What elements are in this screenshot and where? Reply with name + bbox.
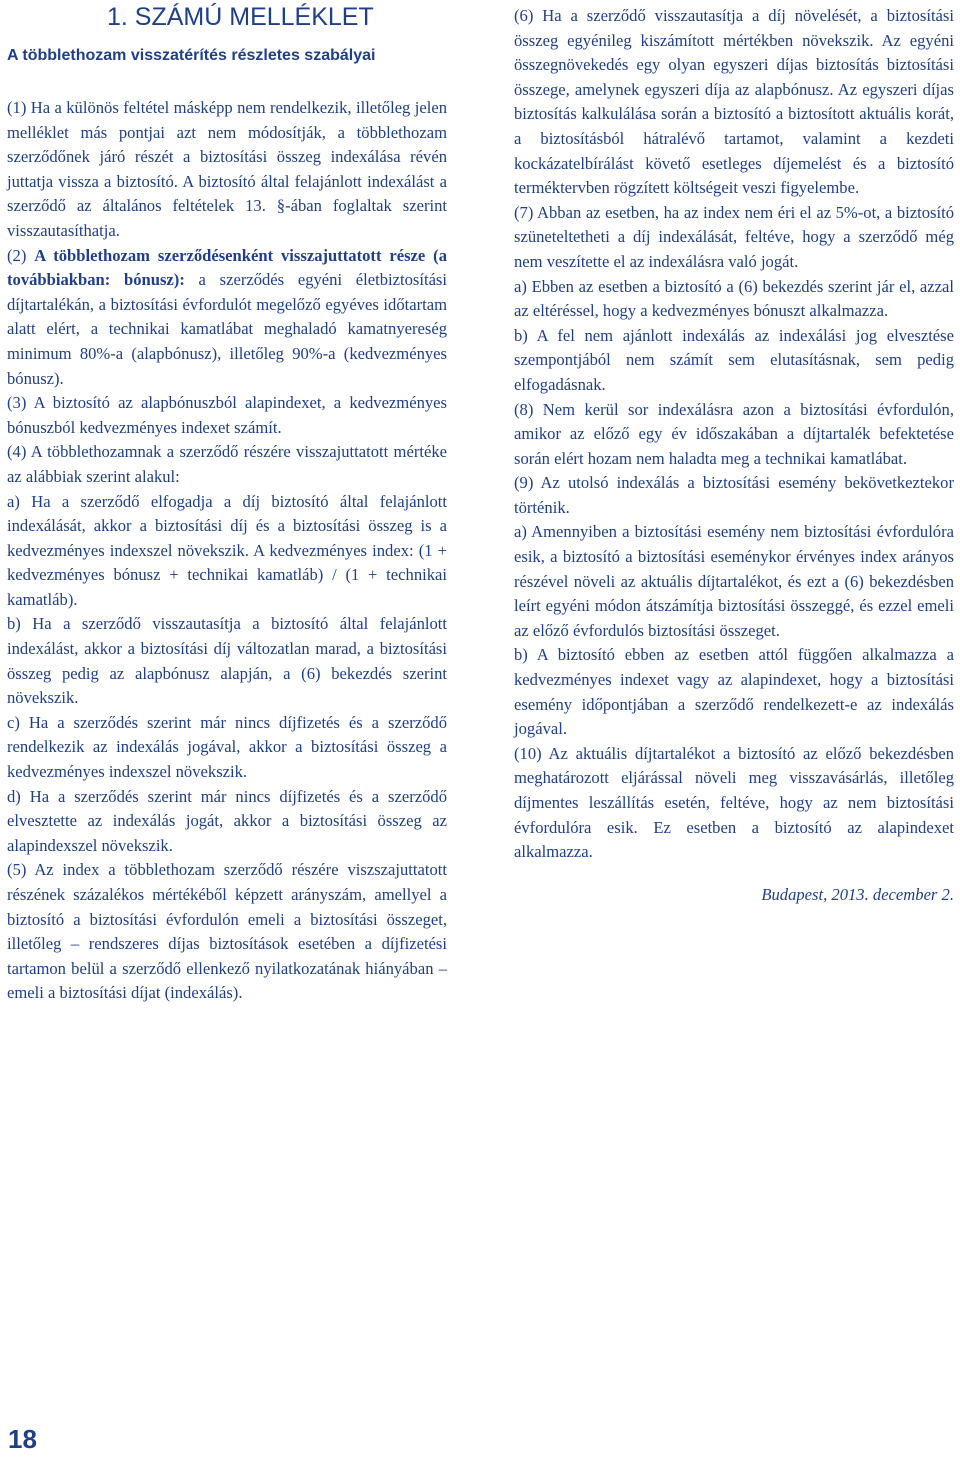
- paragraph-4c: c) Ha a szerződés szerint már nincs díjfizetés és a szerződő rendelkezik az indexálás jogával, akkor a biztosítási összeg a kedvezményes indexszel növekszik.: [7, 712, 447, 782]
- page-number: 18: [8, 1424, 37, 1454]
- paragraph-10: (10) Az aktuális díjtartalékot a biztosító az előző bekezdésben meghatározott eljárással növeli meg visszavásárlás, illetőleg díjmentes leszállítás esetén, feltéve, hogy az nem biztosítási évfordulóra esik. Ez esetben a biztosító az alapindexet alkalmazza.: [514, 743, 954, 862]
- paragraph-9a: a) Amennyiben a biztosítási esemény nem biztosítási évfordulóra esik, a biztosító a biztosítási eseménykor érvényes index arányos részével növeli az aktuális díjtartalékot, és ezt a (6) bekezdésben leírt egyéni módon átszámítja biztosítási összeggé, és ezzel emeli az előző évfordulós biztosítási összeget.: [514, 522, 954, 640]
- section-subtitle: A többlethozam visszatérítés részletes szabályai: [7, 47, 376, 64]
- paragraph-4d: d) Ha a szerződés szerint már nincs díjfizetés és a szerződő elvesztette az indexálás jogát, akkor a biztosítási összeg az alapindexszel növekszik.: [7, 786, 447, 855]
- right-column: [514, 4, 954, 907]
- paragraph-6: (6) Ha a szerződő visszautasítja a díj növelését, a biztosítási összeg egyénileg kiszámított mértékben növekszik. Az egyéni összegnövekedés egy olyan egyszeri díjas biztosítás biztosítási összege, amelynek egyszeri díja az alapbónusz. Az egyszeri díjas biztosítás kalkulálása során a biztosító a biztosított aktuális korát, a biztosításból hátralévő tartamot, valamint a kezdeti kockázatelbírálást követő esetleges díjemelést és a biztosító terméktervben rögzített költségeit veszi figyelembe.: [514, 6, 954, 198]
- paragraph-2: [7, 244, 447, 392]
- paragraph-9: (9) Az utolsó indexálás a biztosítási esemény bekövetkeztekor történik.: [514, 473, 954, 517]
- page-title: 1. SZÁMÚ MELLÉKLET: [107, 3, 374, 31]
- paragraph-4a: a) Ha a szerződő elfogadja a díj biztosító által felajánlott indexálását, akkor a biztosítási díj és a biztosítási összeg is a kedvezményes indexszel növekszik. A kedvezményes index: (1 + kedvezményes bónusz + technikai kamatláb) / (1 + technikai kamatláb).: [7, 491, 447, 609]
- paragraph-8: (8) Nem kerül sor indexálásra azon a biztosítási évfordulón, amikor az előző egy év időszakában a díjtartalék befektetése során elért hozam nem haladta meg a technikai kamatlábat.: [514, 399, 954, 468]
- paragraph-2-bold: A többlethozam szerződésenként visszajuttatott része (a továbbiakban: bónusz):: [7, 245, 447, 290]
- paragraph-2-rest: a szerződés egyéni életbiztosítási díjtartalékán, a biztosítási évfordulót megelőző egyéves időtartam alatt elért, a technikai kamatlábat meghaladó kamatnyereség minimum 80%-a (alapbónusz), illetőleg 90%-a (kedvezményes bónusz).: [7, 270, 447, 388]
- paragraph-3: (3) A biztosító az alapbónuszból alapindexet, a kedvezményes bónuszból kedvezményes indexet számít.: [7, 393, 447, 437]
- paragraph-2-prefix: (2): [7, 245, 35, 265]
- paragraph-7: (7) Abban az esetben, ha az index nem éri el az 5%-ot, a biztosító szüneteltetheti a díj indexálását, feltéve, hogy a szerződő még nem veszítette el az indexálásra való jogát.: [514, 202, 954, 271]
- signature-place-date: Budapest, 2013. december 2.: [761, 884, 954, 904]
- paragraph-9b: b) A biztosító ebben az esetben attól függően alkalmazza a kedvezményes indexet vagy az alapindexet, hogy a biztosítási esemény időpontjában a szerződő rendelkezett-e az indexálás jogával.: [514, 645, 954, 739]
- paragraph-7a: a) Ebben az esetben a biztosító a (6) bekezdés szerint jár el, azzal az eltéréssel, hogy a kedvezményes bónuszt alkalmazza.: [514, 276, 954, 321]
- paragraph-7b: b) A fel nem ajánlott indexálás az indexálási jog elvesztése szempontjából nem számít sem elutasításnak, sem pedig elfogadásnak.: [514, 325, 954, 394]
- paragraph-1: (1) Ha a különös feltétel másképp nem rendelkezik, illetőleg jelen melléklet más pontjai azt nem módosítják, a többlethozam szerződőnek járó részét a biztosítási összeg indexálása révén juttatja vissza a biztosító. A biztosító által felajánlott indexálást a szerződő az általános feltételek 13. §-ában foglaltak szerint visszautasíthatja.: [7, 98, 447, 240]
- paragraph-5: (5) Az index a többlethozam szerződő részére viszszajuttatott részének százalékos mértékéből képzett arányszám, amellyel a biztosító a biztosítási évfordulón emeli a biztosítási összeget, illetőleg – rendszeres díjas biztosítások esetében a díjfizetési tartamon belül a szerződő ellenkező nyilatkozatának hiányában – emeli a biztosítási díjat (indexálás).: [7, 860, 447, 1003]
- paragraph-4b: b) Ha a szerződő visszautasítja a biztosító által felajánlott indexálást, akkor a biztosítási díj változatlan marad, a biztosítási összeg pedig az alapbónusz alapján, a (6) bekezdés szerint növekszik.: [7, 614, 447, 708]
- left-column: [7, 96, 447, 1006]
- paragraph-4: (4) A többlethozamnak a szerződő részére visszajuttatott mértéke az alábbiak szerint alakul:: [7, 442, 447, 486]
